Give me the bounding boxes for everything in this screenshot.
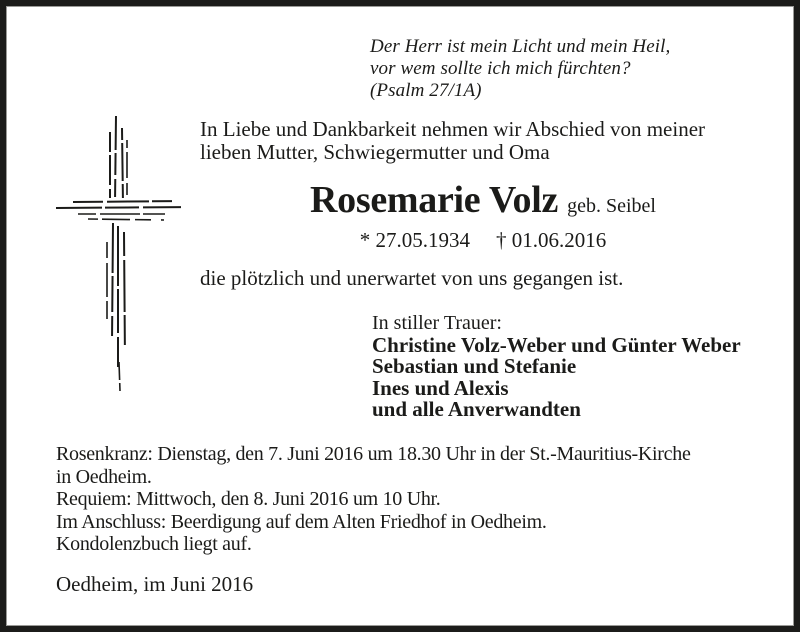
mourner-name: Sebastian und Stefanie xyxy=(372,354,577,378)
service-line: Requiem: Mittwoch, den 8. Juni 2016 um 10 Uhr. xyxy=(56,488,441,510)
service-line: Rosenkranz: Dienstag, den 7. Juni 2016 um 18.30 Uhr in der St.-Mauritius-Kirche xyxy=(56,443,691,465)
mourners-block xyxy=(372,313,741,421)
mourner-name: Ines und Alexis xyxy=(372,375,509,400)
psalm-quote-reference: (Psalm 27/1A) xyxy=(370,80,482,101)
mourner-name: und alle Anverwandten xyxy=(372,397,581,421)
service-details xyxy=(56,443,691,556)
cross-sketch-icon xyxy=(48,110,203,395)
intro-text xyxy=(200,118,705,164)
life-dates xyxy=(200,228,766,253)
passing-line: die plötzlich und unerwartet von uns gegangen ist. xyxy=(200,266,624,290)
service-line: Kondolenzbuch liegt auf. xyxy=(56,533,252,555)
death-date: † 01.06.2016 xyxy=(496,228,607,252)
intro-line: In Liebe und Dankbarkeit nehmen wir Abschied von meiner xyxy=(200,117,706,141)
psalm-quote-line: Der Herr ist mein Licht und mein Heil, xyxy=(370,36,671,57)
psalm-quote-line: vor wem sollte ich mich fürchten? xyxy=(370,58,631,79)
maiden-name: geb. Seibel xyxy=(567,195,656,217)
service-line: in Oedheim. xyxy=(56,465,152,488)
intro-line: lieben Mutter, Schwiegermutter und Oma xyxy=(200,140,550,164)
service-line: Im Anschluss: Beerdigung auf dem Alten Friedhof in Oedheim. xyxy=(56,510,547,533)
psalm-quote xyxy=(370,36,670,102)
mourner-name: Christine Volz-Weber und Günter Weber xyxy=(372,332,741,357)
deceased-name-line xyxy=(200,178,766,222)
place-dateline: Oedheim, im Juni 2016 xyxy=(56,572,254,596)
birth-date: * 27.05.1934 xyxy=(359,228,470,252)
mourners-heading: In stiller Trauer: xyxy=(372,312,502,334)
deceased-name: Rosemarie Volz xyxy=(310,179,559,221)
